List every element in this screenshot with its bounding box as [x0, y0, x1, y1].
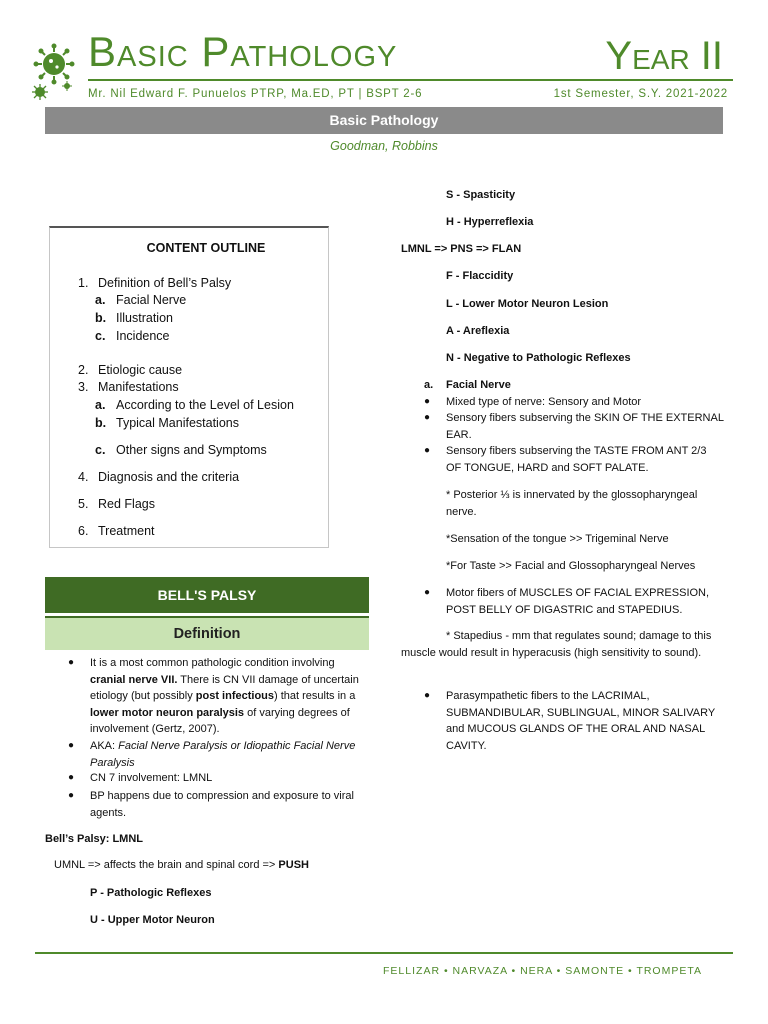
- outline-item: Etiologic cause: [98, 363, 183, 377]
- mnemonic-s: S - Spasticity: [446, 189, 516, 201]
- document-title: Basic Pathology: [88, 28, 398, 75]
- outline-item: Red Flags: [98, 497, 155, 511]
- outline-num: 2.: [78, 363, 89, 377]
- definition-paragraph: It is a most common pathologic condition involving cranial nerve VII. There is CN VII damage of uncertain etiology (but possibly post infectious) that results in a lower motor neuron paralysis of varying degrees of involvement (Gertz, 2007).: [90, 657, 359, 735]
- mnemonic-u: U - Upper Motor Neuron: [90, 914, 215, 926]
- outline-num: 4.: [78, 470, 89, 484]
- facial-nerve-point: Parasympathetic fibers to the LACRIMAL, SUBMANDIBULAR, SUBLINGUAL, MINOR SALIVARY and MUCOUS GLANDS OF THE ORAL AND NASAL CAVITY.: [446, 690, 715, 752]
- outline-item: Incidence: [116, 329, 170, 343]
- aka-paragraph: AKA: Facial Nerve Paralysis or Idiopathic Facial Nerve Paralysis: [90, 740, 356, 769]
- outline-item: Other signs and Symptoms: [116, 443, 267, 457]
- mnemonic-n: N - Negative to Pathologic Reflexes: [446, 352, 631, 364]
- instructor-line: Mr. Nil Edward F. Punuelos PTRP, Ma.ED, PT | BSPT 2-6: [88, 88, 423, 100]
- mnemonic-p: P - Pathologic Reflexes: [90, 887, 212, 899]
- outline-num: a.: [95, 398, 106, 412]
- subsection-header: Definition: [45, 616, 369, 650]
- year-label: Year II: [605, 34, 723, 78]
- note-stapedius: * Stapedius - mm that regulates sound; damage to this muscle would result in hyperacusis (high sensitivity to sound).: [401, 630, 712, 659]
- mnemonic-a: A - Areflexia: [446, 325, 510, 337]
- outline-num: a.: [95, 293, 106, 307]
- bullet-icon: ●: [424, 690, 431, 701]
- facial-nerve-point: Mixed type of nerve: Sensory and Motor: [446, 396, 642, 408]
- bullet-icon: ●: [68, 772, 75, 783]
- outline-num: b.: [95, 416, 107, 430]
- note-sensation: *Sensation of the tongue >> Trigeminal Nerve: [446, 533, 669, 545]
- outline-num: b.: [95, 311, 107, 325]
- outline-item: According to the Level of Lesion: [116, 398, 294, 412]
- outline-item: Definition of Bell’s Palsy: [98, 276, 232, 290]
- bullet-icon: ●: [68, 740, 75, 751]
- facial-nerve-point: Sensory fibers subserving the TASTE FROM ANT 2/3 OF TONGUE, HARD and SOFT PALATE.: [446, 445, 707, 474]
- bullet-icon: ●: [424, 587, 431, 598]
- outline-item: Manifestations: [98, 380, 179, 394]
- outline-title: CONTENT OUTLINE: [146, 241, 266, 255]
- outline-num: 3.: [78, 380, 89, 394]
- outline-num: 6.: [78, 524, 89, 538]
- footer-divider: [35, 952, 733, 954]
- outline-num: 5.: [78, 497, 89, 511]
- facial-nerve-point: Sensory fibers subserving the SKIN OF THE EXTERNAL EAR.: [446, 412, 724, 441]
- bullet-icon: ●: [68, 657, 75, 668]
- outline-num: 1.: [78, 276, 89, 290]
- virus-logo-icon: [30, 42, 80, 102]
- outline-item: Facial Nerve: [116, 293, 187, 307]
- outline-item: Illustration: [116, 311, 173, 325]
- bullet-icon: ●: [424, 396, 431, 407]
- umnl-line: UMNL => affects the brain and spinal cord => PUSH: [54, 859, 309, 871]
- bp-cause: BP happens due to compression and exposure to viral agents.: [90, 790, 354, 819]
- facial-nerve-heading: Facial Nerve: [446, 379, 511, 391]
- facial-nerve-point: Motor fibers of MUSCLES OF FACIAL EXPRESSION, POST BELLY OF DIGASTRIC and STAPEDIUS.: [446, 587, 710, 616]
- note-taste: *For Taste >> Facial and Glossopharyngeal Nerves: [446, 560, 696, 572]
- cn7-involvement: CN 7 involvement: LMNL: [90, 772, 213, 784]
- outline-num: c.: [95, 443, 106, 457]
- outline-item: Treatment: [98, 524, 155, 538]
- semester-label: 1st Semester, S.Y. 2021-2022: [553, 88, 728, 100]
- bullet-icon: ●: [424, 412, 431, 423]
- note-posterior: * Posterior ⅓ is innervated by the glossopharyngeal nerve.: [446, 489, 698, 518]
- bullet-icon: ●: [424, 445, 431, 456]
- reference-subtitle: Goodman, Robbins: [330, 139, 438, 153]
- header-divider: [88, 79, 733, 81]
- bp-summary-label: Bell’s Palsy: LMNL: [45, 833, 144, 845]
- bullet-icon: ●: [68, 790, 75, 801]
- mnemonic-h: H - Hyperreflexia: [446, 216, 534, 228]
- lmnl-line: LMNL => PNS => FLAN: [401, 243, 522, 255]
- mnemonic-l: L - Lower Motor Neuron Lesion: [446, 298, 609, 310]
- outline-item: Diagnosis and the criteria: [98, 470, 240, 484]
- content-outline-box: [49, 226, 329, 548]
- footer-authors: FELLIZAR • NARVAZA • NERA • SAMONTE • TROMPETA: [383, 965, 702, 977]
- outline-num: c.: [95, 329, 106, 343]
- section-header: BELL'S PALSY: [45, 577, 369, 613]
- outline-item: Typical Manifestations: [116, 416, 239, 430]
- mnemonic-f: F - Flaccidity: [446, 270, 514, 282]
- subject-banner: Basic Pathology: [45, 107, 723, 134]
- facial-nerve-num: a.: [424, 379, 434, 391]
